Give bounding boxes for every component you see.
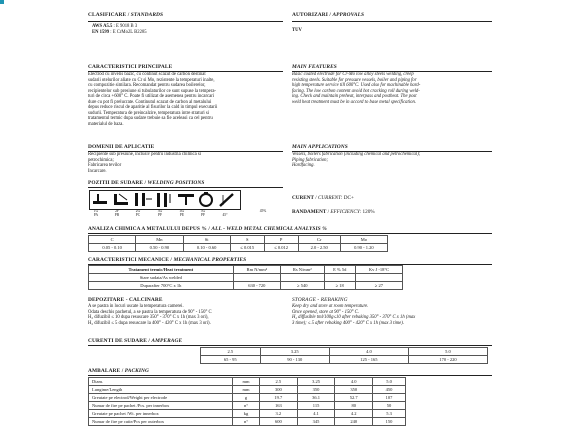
divider (88, 21, 283, 22)
main-features-text-en: Basic coated electrode for Cr-Mo low alloy steels welding, creep resisting steels. Suitable for pressure vessels, boiler and piping for high temperature service till 600°C. Used also for machinable hard- facing. The low carbon content avoid hot cracking roll during weld- ing. Check and maintain preheat, interpass and postheat. The post weld heat treatment must be in accord to base metal specification. (292, 72, 421, 105)
main-features-heading-en: MAIN FEATURES (292, 64, 337, 70)
table-row: Tratament termic/Heat treatment Rm N/mm² Rs N/mm² E % 5d Kv J -18°C (89, 266, 403, 274)
amperage-table (200, 347, 488, 364)
main-features-text-ro: Electrod cu invelis bazic, cu continut scazut de carbon destinat sudarii otelurilor aliate cu Cr si Mo, rezistente la temperaturi inalte, cu compozitie similara. Recomandat pentru sudarea boilerelor, recipientelor sub presiune si tubulaturilor ce sunt supuse la tempera- turi de circa +600° C. Poate fi utilizat de asemenea pentru incarcari dure cu pot fi prelucrate. Continutul scazut de carbon al metalului depus reduce riscul de aparitie al fisurilor la cald in timpul executarii sudurii. Temperatura de preincalzire, temperatura intre straturi si tratamentul termic dupa sudare trebuie sa fie aceleasi ca cel pentru materialul de baza. (88, 72, 218, 127)
position-code: PF (158, 213, 162, 217)
mech-table (88, 265, 403, 290)
mech-heading: CARACTERISTICI MECANICE / MECHANICAL PROPERTIES (88, 257, 247, 263)
position-label: 2G (135, 209, 141, 213)
table-row: Lungime/Length mm 300 350 350 450 (89, 386, 406, 394)
table-row: Greutate pe pachet /Wt. per innerbox kg 3.2 4.1 4.2 5.3 (89, 410, 406, 418)
table-row: Stare sudata/As welded (89, 274, 403, 282)
amperage-heading: CURENTI DE SUDARE / AMPERAGE (88, 338, 183, 344)
table-row: 2.5 3.25 4.0 5.0 (201, 348, 488, 356)
divider (88, 187, 283, 188)
position-45-icon (220, 194, 233, 206)
position-3g-icon (157, 193, 170, 207)
position-extra: 45% (259, 209, 267, 213)
position-label: 2F (115, 209, 119, 213)
main-features-heading-ro: CARACTERISTICI PRINCIPALE (88, 64, 173, 70)
position-code: PB (114, 213, 120, 217)
position-code: PC (135, 213, 141, 217)
positions-heading: POZITII DE SUDARE / WELDING POSITIONS (88, 180, 205, 186)
divider (292, 21, 492, 22)
table-row: Numar de fire pe pachet /Pcs. per innerbox n° 163 115 80 50 (89, 402, 406, 410)
applications-text-en: Vessels, boilers fabrication (including chemical and petrochemical); Piping fabrication; Hardfacing. (292, 152, 421, 169)
table-row: Numar de fire pe cutie/Pcs per outerbox n° 600 345 240 150 (89, 418, 406, 426)
efficiency: RANDAMENT / EFFICIENCY: 120% (292, 209, 375, 215)
position-4g-icon (178, 194, 194, 205)
storage-text-en: Keep dry and store at room temperature. Once opened, store at 90° - 150° C. H₂ diffusible tml/100g≤10 after rebaking 350° - 370° C x 1h (max 3 time); ≤ 5 after rebaking 400° - 420° C x 1h (max 3 time). (292, 304, 416, 326)
classification-heading: CLASIFICARE / STANDARDS (88, 12, 164, 18)
accent-mark (0, 0, 4, 4)
approvals-value: TUV (292, 28, 302, 33)
position-label: 1G (93, 209, 99, 213)
position-code: PA (93, 213, 99, 217)
en-standard: EN 1599 : E CrMo2L B2285 (92, 30, 147, 35)
table-row: C Mn Si S P Cr Mo (89, 236, 388, 244)
packing-heading: AMBALARE / PACKING (88, 368, 150, 374)
position-code: PF (201, 213, 205, 217)
storage-text-ro: A se pastra in locuri uscate la temperatura camerei. Odata deschis pachetul, a se pastra la temperatura de 90° - 150° C H₂ difuzibil ≤ 10 dupa resuscare 350° - 370° C x 1h (max 3 ori), H₂ difuzibil ≤ 5 dupa resuscare la 400° - 420° C x 1h (max 3 ori). (88, 304, 212, 326)
position-2f-icon (114, 194, 128, 205)
applications-text-ro: Recipiente sub presiune, inclusiv pentru industria chimica si petrochimica; Fabricarea tevilor Incarcare. (88, 152, 201, 174)
applications-heading-en: MAIN APPLICATIONS (292, 144, 348, 150)
position-2g-icon (135, 193, 152, 206)
aws-standard: AWS A5.5 : E 9018 B 3 (92, 24, 138, 29)
position-label: 4G (179, 209, 185, 213)
welding-positions-diagram (89, 190, 241, 210)
table-row: 65 - 95 90 - 130 125 - 165 170 - 220 (201, 356, 488, 364)
divider (88, 345, 492, 346)
position-code: PE (179, 213, 185, 217)
table-row: 0.05 - 0.10 0.50 - 0.90 0.10 - 0.60 ≤ 0.015 ≤ 0.012 2.0 - 2.50 0.90 - 1.20 (89, 244, 388, 252)
position-code: 45° (222, 213, 228, 217)
storage-heading-en: STORAGE - REBAKING (292, 297, 348, 303)
storage-heading-ro: DEPOZITARE - CALCINARE (88, 297, 163, 303)
chem-heading: ANALIZA CHIMICA A METALULUI DEPUS % / ALL - WELD METAL CHEMICAL ANALYSIS % (88, 226, 327, 232)
applications-heading-ro: DOMENII DE APLICATIE (88, 144, 155, 150)
table-row: Diam. mm 2.5 3.25 4.0 5.0 (89, 378, 406, 386)
current-type: CURENT / CURRENT: DC+ (292, 195, 354, 201)
position-label: 3G (157, 209, 163, 213)
position-label: 5G (200, 209, 206, 213)
packing-table (88, 377, 406, 426)
table-row: Duparafter 700°C x 1h 630 - 720 ≥ 540 ≥ 18 ≥ 27 (89, 282, 403, 290)
divider (88, 233, 492, 234)
divider (88, 375, 492, 376)
approvals-heading: AUTORIZARI / APPROVALS (292, 12, 365, 18)
table-row: Greutate pe electrod/Weight per electrode g 19.7 36.1 52.7 107 (89, 394, 406, 402)
position-1g-icon (93, 194, 107, 204)
chem-table (88, 235, 388, 252)
position-5g-icon (200, 192, 212, 206)
